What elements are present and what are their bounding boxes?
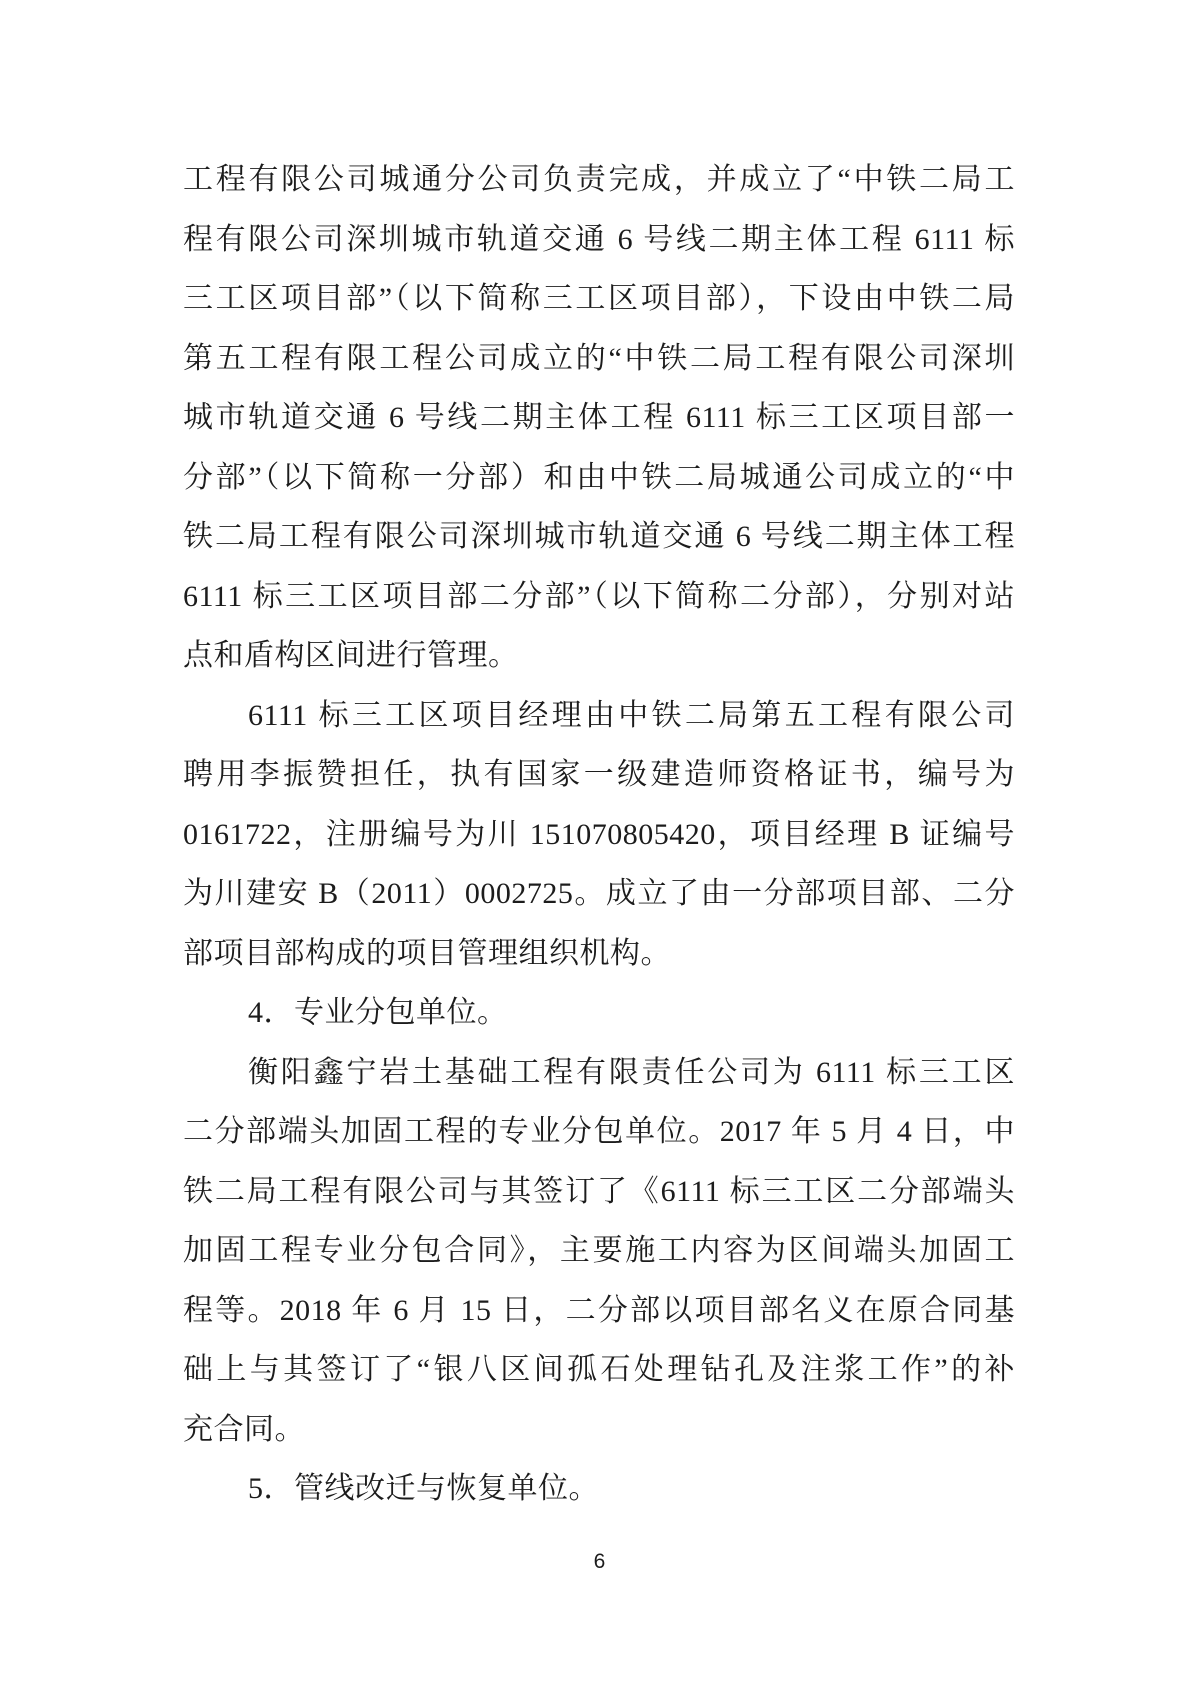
text-line: 聘用李振赞担任，执有国家一级建造师资格证书，编号为 [183,758,1015,791]
text-line-paragraph-start: 6111 标三工区项目经理由中铁二局第五工程有限公司 [248,698,1015,732]
text-line: 程有限公司深圳城市轨道交通 6 号线二期主体工程 6111 标 [183,222,1015,256]
text-line-heading-item-4: 4．专业分包单位。 [248,996,508,1029]
page-number: 6 [593,1550,606,1573]
text-line: 6111 标三工区项目部二分部”（以下简称二分部），分别对站 [183,579,1015,613]
text-line: 程等。2018 年 6 月 15 日，二分部以项目部名义在原合同基 [183,1293,1015,1327]
text-line: 为川建安 B（2011）0002725。成立了由一分部项目部、二分 [183,877,1015,910]
text-line-paragraph-end: 部项目部构成的项目管理组织机构。 [183,936,671,970]
text-line: 三工区项目部”（以下简称三工区项目部），下设由中铁二局 [183,282,1015,315]
text-line: 铁二局工程有限公司深圳城市轨道交通 6 号线二期主体工程 [183,520,1015,553]
text-line: 础上与其签订了“银八区间孤石处理钻孔及注浆工作”的补 [183,1353,1015,1386]
text-line-paragraph-start: 衡阳鑫宁岩土基础工程有限责任公司为 6111 标三工区 [248,1055,1015,1089]
text-line-heading-item-5: 5．管线改迁与恢复单位。 [248,1472,599,1505]
text-line: 铁二局工程有限公司与其签订了《6111 标三工区二分部端头 [183,1174,1015,1208]
text-line: 分部”（以下简称一分部）和由中铁二局城通公司成立的“中 [183,460,1015,494]
text-line: 0161722，注册编号为川 151070805420，项目经理 B 证编号 [183,817,1015,851]
text-line: 二分部端头加固工程的专业分包单位。2017 年 5 月 4 日，中 [183,1115,1015,1148]
text-line: 加固工程专业分包合同》，主要施工内容为区间端头加固工 [183,1234,1015,1267]
text-line-paragraph-end: 点和盾构区间进行管理。 [183,639,519,672]
text-line-paragraph-end: 充合同。 [183,1412,305,1446]
text-line: 第五工程有限工程公司成立的“中铁二局工程有限公司深圳 [183,341,1015,375]
document-body [183,150,1015,1519]
text-line: 城市轨道交通 6 号线二期主体工程 6111 标三工区项目部一 [183,401,1015,434]
text-line: 工程有限公司城通分公司负责完成，并成立了“中铁二局工 [183,163,1015,196]
